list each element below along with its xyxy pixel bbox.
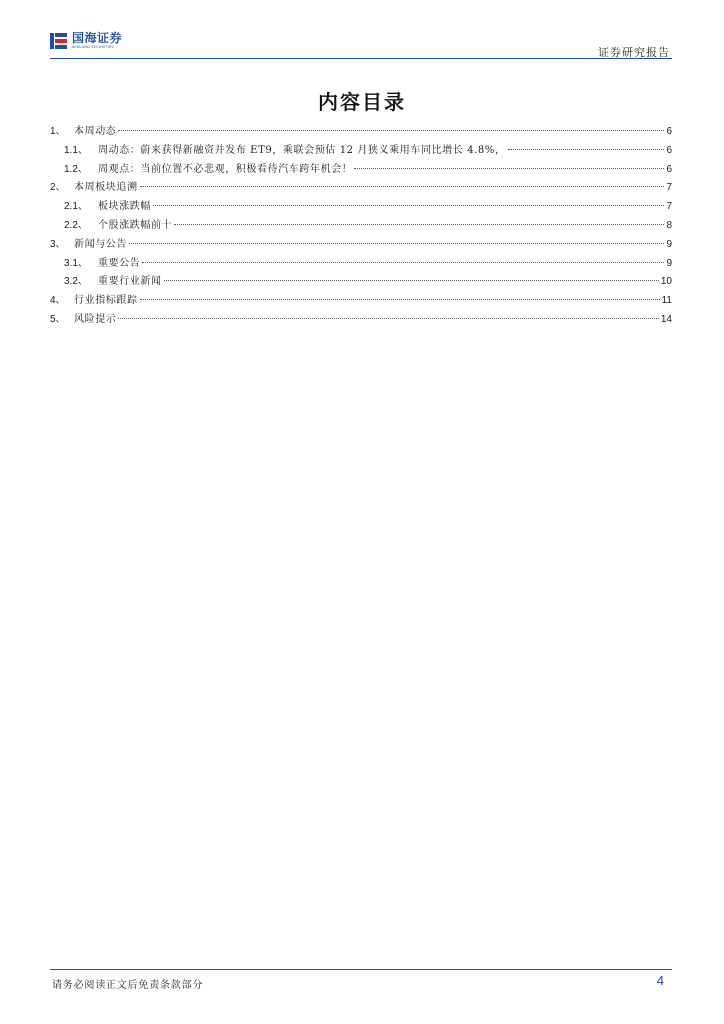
toc-dot-leader xyxy=(164,280,659,281)
toc-entry[interactable] xyxy=(50,216,672,235)
toc-entry-page: 9 xyxy=(666,238,672,250)
toc-entry-number: 4、 xyxy=(50,295,66,307)
toc-dot-leader xyxy=(354,168,664,169)
toc-entry-number: 1.2、 xyxy=(64,163,88,175)
toc-entry-number: 1、 xyxy=(50,126,66,137)
logo-chinese-name: 国海证券 xyxy=(72,31,123,45)
toc-entry-number: 2、 xyxy=(50,182,66,194)
toc-entry[interactable] xyxy=(50,141,672,160)
toc-entry-number: 2.1、 xyxy=(64,201,88,213)
company-logo xyxy=(50,32,122,52)
toc-entry[interactable] xyxy=(50,235,672,254)
toc-entry[interactable] xyxy=(50,197,672,216)
toc-entry-title: 个股涨跌幅前十 xyxy=(98,219,173,231)
toc-entry-page: 7 xyxy=(666,201,672,213)
toc-entry-page: 14 xyxy=(660,313,672,325)
toc-entry-title: 新闻与公告 xyxy=(74,238,127,250)
toc-dot-leader xyxy=(142,262,664,263)
toc-entry-title: 本周板块追溯 xyxy=(74,182,138,194)
toc-entry[interactable] xyxy=(50,310,672,329)
toc-entry-number: 3、 xyxy=(50,238,66,250)
toc-entry-title: 板块涨跌幅 xyxy=(98,201,151,213)
toc-entry-number: 2.2、 xyxy=(64,219,88,231)
footer-disclaimer: 请务必阅读正文后免责条款部分 xyxy=(52,980,204,991)
page-header xyxy=(50,28,672,60)
toc-entry[interactable] xyxy=(50,291,672,310)
footer-divider xyxy=(50,969,672,970)
page-number: 4 xyxy=(656,973,664,988)
header-divider xyxy=(50,58,672,59)
toc-entry-page: 6 xyxy=(666,126,672,137)
toc-entry[interactable] xyxy=(50,272,672,291)
toc-entry-page: 11 xyxy=(661,295,672,307)
toc-entry[interactable] xyxy=(50,254,672,273)
toc-dot-leader xyxy=(153,205,664,206)
toc-entry-page: 7 xyxy=(666,182,672,194)
toc-entry-page: 8 xyxy=(666,219,672,231)
toc-entry[interactable] xyxy=(50,178,672,197)
toc-entry-title: 重要行业新闻 xyxy=(98,276,162,288)
sealand-logo-icon xyxy=(50,32,68,50)
toc-entry-title: 本周动态 xyxy=(74,126,117,137)
toc-entry-title: 行业指标跟踪 xyxy=(74,295,138,307)
toc-entry[interactable] xyxy=(50,122,672,141)
toc-entry[interactable] xyxy=(50,160,672,179)
toc-dot-leader xyxy=(508,149,665,150)
report-type-label: 证券研究报告 xyxy=(598,46,670,59)
toc-dot-leader xyxy=(118,130,664,131)
logo-english-name: SEALAND SECURITIES xyxy=(72,45,114,49)
toc-dot-leader xyxy=(118,318,658,319)
toc-title: 内容目录 xyxy=(318,90,406,114)
toc-entry-number: 5、 xyxy=(50,313,66,325)
toc-entry-title: 重要公告 xyxy=(98,257,141,269)
toc-entry-title: 风险提示 xyxy=(74,313,117,325)
toc-dot-leader xyxy=(129,243,664,244)
toc-entry-title: 周观点：当前位置不必悲观，积极看待汽车跨年机会！ xyxy=(98,163,353,175)
toc-entry-number: 3.2、 xyxy=(64,276,88,288)
toc-entry-page: 6 xyxy=(666,144,672,156)
toc-entry-title: 周动态：蔚来获得新融资并发布 ET9，乘联会预估 12 月狭义乘用车同比增长 4.8%， xyxy=(98,144,506,156)
toc-entry-page: 9 xyxy=(666,257,672,269)
toc-dot-leader xyxy=(140,186,665,187)
toc-entry-page: 10 xyxy=(660,276,672,288)
toc-dot-leader xyxy=(140,299,660,300)
table-of-contents xyxy=(50,122,672,329)
toc-entry-number: 3.1、 xyxy=(64,257,88,269)
toc-entry-number: 1.1、 xyxy=(64,144,88,156)
toc-dot-leader xyxy=(174,224,664,225)
toc-entry-page: 6 xyxy=(666,163,672,175)
